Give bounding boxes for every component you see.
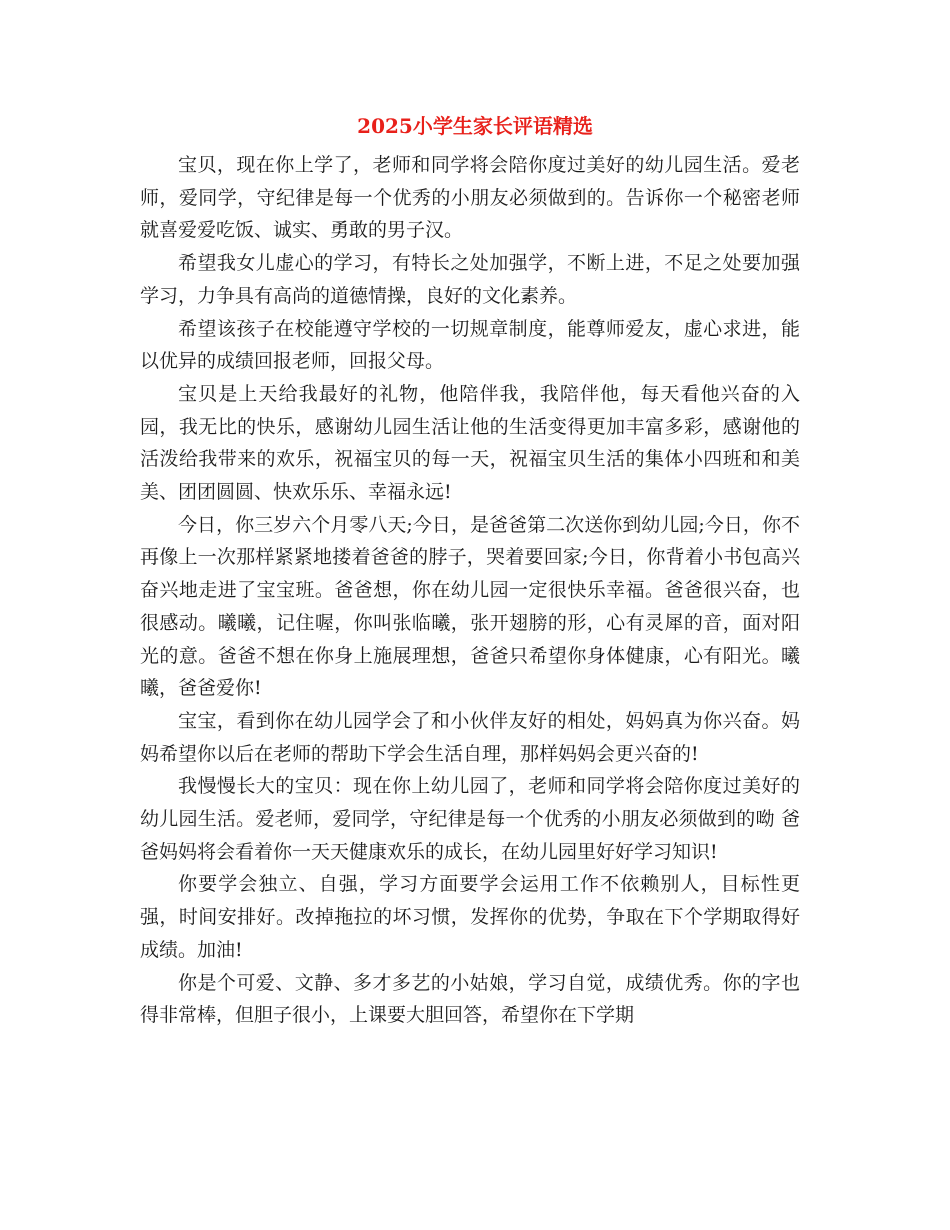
document-body	[140, 149, 800, 1032]
paragraph: 宝贝，现在你上学了，老师和同学将会陪你度过美好的幼儿园生活。爱老师，爱同学，守纪律是每一个优秀的小朋友必须做到的。告诉你一个秘密老师就喜爱爱吃饭、诚实、勇敢的男子汉。	[140, 154, 800, 242]
paragraph: 你要学会独立、自强，学习方面要学会运用工作不依赖别人，目标性更强，时间安排好。改掉拖拉的坏习惯，发挥你的优势，争取在下个学期取得好成绩。加油!	[140, 873, 800, 961]
paragraph: 宝贝是上天给我最好的礼物，他陪伴我，我陪伴他，每天看他兴奋的入园，我无比的快乐，感谢幼儿园生活让他的生活变得更加丰富多彩，感谢他的活泼给我带来的欢乐，祝福宝贝的每一天，祝福宝贝生活的集体小四班和和美美、团团圆圆、快欢乐乐、幸福永远!	[140, 382, 800, 504]
document-title: 2025小学生家长评语精选	[357, 114, 593, 138]
paragraph: 你是个可爱、文静、多才多艺的小姑娘，学习自觉，成绩优秀。你的字也得非常棒，但胆子很小，上课要大胆回答，希望你在下学期	[140, 971, 800, 1027]
paragraph: 希望该孩子在校能遵守学校的一切规章制度，能尊师爱友，虚心求进，能以优异的成绩回报老师，回报父母。	[140, 317, 800, 373]
paragraph: 希望我女儿虚心的学习，有特长之处加强学，不断上进，不足之处要加强学习，力争具有高尚的道德情操，良好的文化素养。	[140, 252, 800, 307]
paragraph: 今日，你三岁六个月零八天;今日，是爸爸第二次送你到幼儿园;今日，你不再像上一次那样紧紧地搂着爸爸的脖子，哭着要回家;今日，你背着小书包高兴奋兴地走进了宝宝班。爸爸想，你在幼儿园一定很快乐幸福。爸爸很兴奋，也很感动。曦曦，记住喔，你叫张临曦，张开翅膀的形，心有灵犀的音，面对阳光的意。爸爸不想在你身上施展理想，爸爸只希望你身体健康，心有阳光。曦曦，爸爸爱你!	[140, 513, 800, 700]
paragraph: 宝宝，看到你在幼儿园学会了和小伙伴友好的相处，妈妈真为你兴奋。妈妈希望你以后在老师的帮助下学会生活自理，那样妈妈会更兴奋的!	[140, 709, 800, 765]
paragraph: 我慢慢长大的宝贝：现在你上幼儿园了，老师和同学将会陪你度过美好的幼儿园生活。爱老师，爱同学，守纪律是每一个优秀的小朋友必须做到的呦 爸爸妈妈将会看着你一天天健康欢乐的成长，在幼儿园里好好学习知识!	[140, 775, 800, 863]
